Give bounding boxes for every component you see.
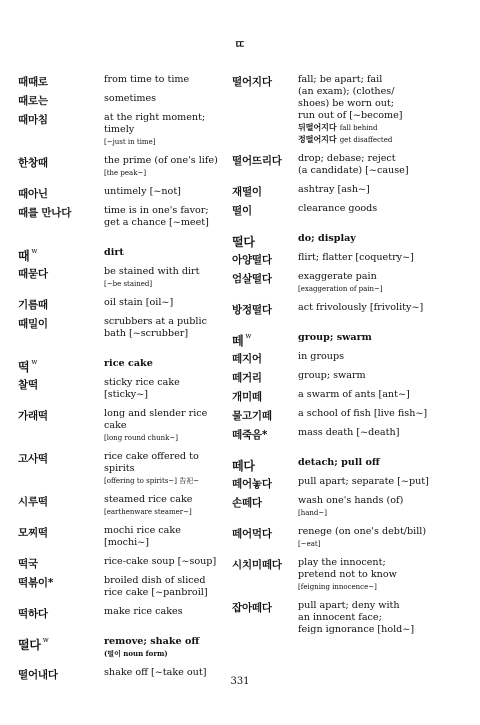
- entry-definition: [104, 316, 226, 340]
- definition-line: oil stain [oil~]: [104, 297, 174, 308]
- definition-line: (an exam); (clothes/: [298, 86, 395, 97]
- headword: 떡 $^w$: [18, 358, 38, 374]
- definition-line: renege (on one's debt/bill): [298, 526, 427, 537]
- section-title-text: group; swarm: [298, 332, 372, 343]
- entry-definition: [298, 271, 467, 295]
- nested-keyword: 정떨어지다: [298, 135, 337, 144]
- definition-line: scrubbers at a public: [104, 316, 207, 327]
- nested-entry: [298, 122, 467, 134]
- dictionary-entry: [18, 606, 226, 618]
- section-heading: [18, 636, 226, 660]
- entry-keyword: 고사떡: [18, 453, 48, 465]
- headword-marker: w: [245, 332, 252, 340]
- definition-line: an innocent face;: [298, 612, 382, 623]
- definition-line: make rice cakes: [104, 606, 183, 617]
- entry-keyword: 모찌떡: [18, 527, 48, 539]
- spacer: [18, 259, 226, 266]
- definition-gloss: [exaggeration of pain~]: [298, 285, 383, 293]
- entry-keyword: 손떼다: [232, 497, 262, 509]
- entry-keyword: 한창때: [18, 157, 48, 169]
- entry-definition: [298, 74, 467, 146]
- definition-line: drop; debase; reject: [298, 153, 396, 164]
- definition-gloss: [hand~]: [298, 509, 327, 517]
- spacer: [18, 599, 226, 606]
- definition-line: feign ignorance [hold~]: [298, 624, 415, 635]
- definition-gloss: [the peak~]: [104, 169, 147, 177]
- definition-line: be stained with dirt: [104, 266, 200, 277]
- spacer: [18, 549, 226, 556]
- spacer: [232, 363, 467, 370]
- entry-keyword: 떨어지다: [232, 76, 272, 88]
- section-title: [104, 358, 226, 370]
- entry-keyword: 떼어먹다: [232, 528, 272, 540]
- entry-keyword: 시치미떼다: [232, 559, 282, 571]
- entry-keyword: 물고기떼: [232, 410, 272, 422]
- entry-definition: [104, 575, 226, 599]
- definition-gloss: [long round chunk~]: [104, 434, 178, 442]
- definition-line: untimely [~not]: [104, 186, 181, 197]
- definition-line: pretend not to know: [298, 569, 397, 580]
- spacer: [232, 519, 467, 526]
- definition-line: shake off [~take out]: [104, 667, 207, 678]
- section-title-text: dirt: [104, 247, 124, 258]
- entry-definition: [298, 370, 467, 382]
- spacer: [18, 290, 226, 297]
- section-heading: [18, 358, 226, 374]
- dictionary-entry: [18, 155, 226, 179]
- dictionary-entry: [232, 153, 467, 177]
- entry-definition: [298, 427, 467, 439]
- dictionary-entry: [232, 557, 467, 593]
- spacer: [232, 439, 467, 457]
- definition-line: pull apart; deny with: [298, 600, 400, 611]
- definition-line: pull apart; separate [~put]: [298, 476, 429, 487]
- definition-line: group; swarm: [298, 370, 366, 381]
- definition-line: sticky rice cake [sticky~]: [104, 377, 180, 400]
- spacer: [232, 295, 467, 302]
- entry-definition: [104, 494, 226, 518]
- entry-keyword: 잡아떼다: [232, 602, 272, 614]
- right-column: [232, 74, 467, 636]
- page-number: 331: [230, 676, 250, 687]
- headword: 때 $^w$: [18, 247, 38, 263]
- spacer: [18, 309, 226, 316]
- entry-keyword: 떼지어: [232, 353, 262, 365]
- definition-line: play the innocent;: [298, 557, 386, 568]
- entry-definition: [298, 526, 467, 550]
- entry-keyword: 떨이: [232, 205, 252, 217]
- section-heading: [232, 332, 467, 348]
- definition-line: time is in one's favor;: [104, 205, 209, 216]
- entry-keyword: 떡국: [18, 558, 38, 570]
- entry-keyword: 가래떡: [18, 410, 48, 422]
- spacer: [232, 344, 467, 351]
- entry-keyword: 떡하다: [18, 608, 48, 620]
- definition-line: fall; be apart; fail: [298, 74, 383, 85]
- definition-gloss: [~just in time]: [104, 138, 156, 146]
- dictionary-entry: [232, 370, 467, 382]
- dictionary-entry: [18, 316, 226, 340]
- spacer: [18, 518, 226, 525]
- spacer: [18, 148, 226, 155]
- entry-keyword: 기름때: [18, 299, 48, 311]
- definition-line: act frivolously [frivolity~]: [298, 302, 424, 313]
- definition-line: broiled dish of sliced: [104, 575, 206, 586]
- definition-line: bath [~scrubber]: [104, 328, 189, 339]
- entry-keyword: 때아닌: [18, 188, 48, 200]
- entry-keyword: 때를 만나다: [18, 207, 72, 219]
- dictionary-entry: [18, 297, 226, 309]
- entry-keyword: 찰떡: [18, 379, 38, 391]
- definition-line: at the right moment; timely: [104, 112, 206, 135]
- entry-definition: [298, 203, 467, 215]
- definition-line: mochi rice cake [mochi~]: [104, 525, 181, 548]
- spacer: [232, 593, 467, 600]
- definition-line: steamed rice cake: [104, 494, 193, 505]
- headword: 떨다 $^w$: [18, 636, 49, 652]
- section-title: [298, 332, 467, 344]
- dictionary-entry: [18, 377, 226, 401]
- nested-entry: [298, 134, 467, 146]
- entry-keyword: 때마침: [18, 114, 48, 126]
- entry-keyword: 때묻다: [18, 268, 48, 280]
- entry-definition: [298, 389, 467, 401]
- dictionary-entry: [232, 271, 467, 295]
- entry-definition: [104, 186, 226, 198]
- entry-definition: [104, 451, 226, 487]
- dictionary-entry: [18, 186, 226, 198]
- section-title: [298, 457, 467, 469]
- dictionary-entry: [232, 389, 467, 401]
- spacer: [232, 215, 467, 233]
- section-heading: [232, 457, 467, 473]
- dictionary-entry: [18, 525, 226, 549]
- nested-gloss: fall behind: [339, 124, 378, 132]
- entry-definition: [298, 476, 467, 488]
- entry-keyword: 때로는: [18, 95, 48, 107]
- entry-keyword: 개미떼: [232, 391, 262, 403]
- headword: 떨다: [232, 235, 255, 249]
- definition-line: run out of [~become]: [298, 110, 403, 121]
- definition-line: clearance goods: [298, 203, 378, 214]
- section-heading: [232, 233, 467, 249]
- dictionary-entry: [232, 302, 467, 314]
- headword-marker: w: [31, 358, 38, 366]
- spacer: [18, 660, 226, 667]
- spacer: [232, 401, 467, 408]
- spacer: [232, 245, 467, 252]
- definition-line: ashtray [ash~]: [298, 184, 370, 195]
- section-title-text: detach; pull off: [298, 457, 380, 468]
- dictionary-entry: [232, 526, 467, 550]
- entry-keyword: 때때로: [18, 76, 48, 88]
- dictionary-entry: [232, 252, 467, 264]
- section-title-text: remove; shake off: [104, 636, 200, 647]
- entry-keyword: 떼어놓다: [232, 478, 272, 490]
- left-column: [18, 74, 226, 679]
- definition-line: in groups: [298, 351, 345, 362]
- section-title: [298, 233, 467, 245]
- entry-definition: [104, 297, 226, 309]
- definition-line: (a candidate) [~cause]: [298, 165, 409, 176]
- dictionary-entry: [232, 351, 467, 363]
- entry-definition: [298, 408, 467, 420]
- headword-marker: w: [31, 247, 38, 255]
- definition-line: the prime (of one's life): [104, 155, 218, 166]
- section-subtitle: (떨이 noun form): [104, 649, 168, 658]
- spacer: [232, 177, 467, 184]
- page-header: ㄸ: [234, 38, 246, 51]
- entry-definition: [104, 155, 226, 179]
- dictionary-entry: [18, 451, 226, 487]
- dictionary-entry: [18, 93, 226, 105]
- dictionary-entry: [232, 184, 467, 196]
- definition-line: rice-cake soup [~soup]: [104, 556, 217, 567]
- entry-keyword: 떨어내다: [18, 669, 58, 681]
- definition-line: long and slender rice cake: [104, 408, 208, 431]
- definition-line: a swarm of ants [ant~]: [298, 389, 410, 400]
- dictionary-entry: [232, 203, 467, 215]
- entry-keyword: 떡볶이*: [18, 577, 54, 589]
- definition-line: rice cake offered to spirits: [104, 451, 199, 474]
- spacer: [232, 469, 467, 476]
- dictionary-entry: [18, 575, 226, 599]
- spacer: [18, 198, 226, 205]
- spacer: [18, 340, 226, 358]
- entry-keyword: 떼죽음*: [232, 429, 268, 441]
- dictionary-entry: [232, 495, 467, 519]
- spacer: [232, 196, 467, 203]
- entry-definition: [104, 74, 226, 86]
- entry-definition: [104, 93, 226, 105]
- entry-keyword: 떼거리: [232, 372, 262, 384]
- dictionary-entry: [232, 600, 467, 636]
- entry-definition: [298, 302, 467, 314]
- definition-gloss: [offering to spirits~] 告祀~: [104, 477, 200, 485]
- dictionary-entry: [232, 74, 467, 146]
- dictionary-entry: [18, 205, 226, 229]
- entry-keyword: 아양떨다: [232, 254, 272, 266]
- entry-definition: [104, 408, 226, 444]
- entry-definition: [104, 377, 226, 401]
- spacer: [18, 179, 226, 186]
- definition-line: flirt; flatter [coquetry~]: [298, 252, 414, 263]
- section-title-text: do; display: [298, 233, 356, 244]
- spacer: [18, 370, 226, 377]
- definition-line: sometimes: [104, 93, 157, 104]
- dictionary-entry: [232, 476, 467, 488]
- spacer: [18, 618, 226, 636]
- entry-definition: [298, 153, 467, 177]
- dictionary-entry: [18, 112, 226, 148]
- nested-gloss: get disaffected: [339, 136, 393, 144]
- entry-definition: [298, 351, 467, 363]
- entry-keyword: 때밀이: [18, 318, 48, 330]
- spacer: [18, 444, 226, 451]
- entry-definition: [298, 184, 467, 196]
- dictionary-entry: [18, 74, 226, 86]
- entry-definition: [298, 495, 467, 519]
- nested-keyword: 뒤떨어지다: [298, 123, 337, 132]
- entry-definition: [104, 266, 226, 290]
- entry-definition: [298, 600, 467, 636]
- spacer: [18, 86, 226, 93]
- entry-definition: [104, 525, 226, 549]
- entry-definition: [298, 252, 467, 264]
- section-title: [104, 636, 226, 660]
- definition-gloss: [feigning innocence~]: [298, 583, 377, 591]
- headword-marker: w: [42, 636, 49, 644]
- entry-definition: [104, 556, 226, 568]
- headword: 떼 $^w$: [232, 332, 252, 348]
- definition-line: exaggerate pain: [298, 271, 377, 282]
- section-heading: [18, 247, 226, 263]
- definition-line: shoes) be worn out;: [298, 98, 394, 109]
- definition-gloss: [~eat]: [298, 540, 321, 548]
- definition-gloss: [~be stained]: [104, 280, 153, 288]
- entry-keyword: 엄살떨다: [232, 273, 272, 285]
- headword: 떼다: [232, 459, 255, 473]
- spacer: [232, 382, 467, 389]
- dictionary-entry: [232, 427, 467, 439]
- entry-definition: [104, 112, 226, 148]
- entry-definition: [104, 606, 226, 618]
- spacer: [18, 401, 226, 408]
- definition-line: get a chance [~meet]: [104, 217, 209, 228]
- section-title: [104, 247, 226, 259]
- entry-keyword: 떨어뜨리다: [232, 155, 282, 167]
- spacer: [232, 550, 467, 557]
- dictionary-entry: [18, 266, 226, 290]
- spacer: [18, 487, 226, 494]
- definition-line: mass death [~death]: [298, 427, 400, 438]
- definition-line: a school of fish [live fish~]: [298, 408, 428, 419]
- section-title-text: rice cake: [104, 358, 153, 369]
- definition-line: wash one's hands (of): [298, 495, 404, 506]
- entry-definition: [104, 205, 226, 229]
- definition-line: from time to time: [104, 74, 190, 85]
- entry-keyword: 방정떨다: [232, 304, 272, 316]
- dictionary-entry: [18, 408, 226, 444]
- entry-keyword: 시루떡: [18, 496, 48, 508]
- spacer: [18, 105, 226, 112]
- entry-keyword: 재떨이: [232, 186, 262, 198]
- spacer: [18, 229, 226, 247]
- definition-gloss: [earthenware steamer~]: [104, 508, 192, 516]
- spacer: [232, 146, 467, 153]
- spacer: [18, 568, 226, 575]
- dictionary-entry: [18, 494, 226, 518]
- definition-line: rice cake [~panbroil]: [104, 587, 208, 598]
- entry-definition: [298, 557, 467, 593]
- dictionary-entry: [18, 556, 226, 568]
- dictionary-entry: [232, 408, 467, 420]
